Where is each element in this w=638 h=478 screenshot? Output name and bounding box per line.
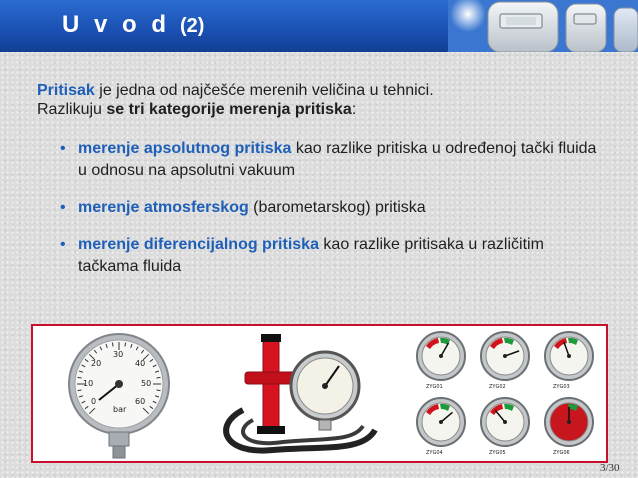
gauge-dial-number: 20 bbox=[91, 359, 102, 368]
intro-paragraph bbox=[37, 81, 617, 119]
intro-line-2-bold: se tri kategorije merenja pritiska bbox=[106, 101, 352, 118]
bullet-text: kao razlike pritiska u određenoj tački fluida u odnosu na apsolutni vakuum bbox=[78, 140, 597, 179]
page-number: 3/30 bbox=[600, 462, 620, 474]
bullet-icon: • bbox=[60, 199, 66, 216]
gauge-model-label: ZYG01 bbox=[426, 384, 443, 390]
gauge-tick bbox=[157, 390, 161, 391]
gauge-gallery bbox=[31, 324, 608, 463]
small-gauge-hub bbox=[503, 354, 507, 358]
bullet-list bbox=[60, 138, 600, 293]
intro-line-1 bbox=[37, 81, 617, 100]
header-meter-image bbox=[448, 0, 638, 52]
small-gauge-hub bbox=[439, 354, 443, 358]
bullet-term: merenje apsolutnog pritiska bbox=[78, 140, 292, 157]
gauge-dial-number: 40 bbox=[135, 359, 146, 368]
gauge-model-label: ZYG02 bbox=[489, 384, 506, 390]
gauge-dial-number: 50 bbox=[141, 379, 152, 388]
bullet-text: (barometarskog) pritiska bbox=[248, 199, 426, 216]
gauge-dial-number: 10 bbox=[83, 379, 94, 388]
gauge-model-label: ZYG05 bbox=[489, 450, 506, 456]
gauge-dial-number: 60 bbox=[135, 397, 146, 406]
gauge-set-photo bbox=[411, 330, 605, 460]
intro-line-2-start: Razlikuju bbox=[37, 101, 107, 118]
small-gauge-hub bbox=[567, 354, 571, 358]
bullet-text: kao razlike pritisaka u različitim tačkama fluida bbox=[78, 236, 544, 275]
gauge-tick bbox=[78, 390, 82, 391]
gauge-tick bbox=[125, 343, 126, 347]
gauge-model-label: ZYG04 bbox=[426, 450, 443, 456]
bullet-item-differential bbox=[60, 234, 600, 278]
bullet-term: merenje atmosferskog bbox=[78, 199, 249, 216]
small-gauge-hub bbox=[503, 420, 507, 424]
slide-title bbox=[62, 11, 204, 39]
bullet-term: merenje diferencijalnog pritiska bbox=[78, 236, 319, 253]
gauge-model-label: ZYG03 bbox=[553, 384, 570, 390]
bullet-icon: • bbox=[60, 140, 66, 157]
small-gauge-hub bbox=[439, 420, 443, 424]
intro-line-2-end: : bbox=[351, 101, 357, 118]
manifold-gauge-photo bbox=[213, 330, 383, 460]
small-gauge-hub bbox=[567, 420, 571, 424]
slide-title-suffix: (2) bbox=[180, 15, 205, 37]
slide-title-text: U v o d bbox=[62, 11, 171, 38]
intro-line-2 bbox=[37, 100, 617, 119]
bullet-item-absolute bbox=[60, 138, 600, 182]
gauge-tick bbox=[112, 343, 113, 347]
intro-line-1-rest: je jedna od najčešće merenih veličina u tehnici. bbox=[94, 82, 434, 99]
gauge-unit-label: bar bbox=[113, 405, 127, 414]
gauge-dial-number: 0 bbox=[91, 397, 97, 406]
gauge-tick bbox=[78, 377, 82, 378]
gauge-model-label: ZYG06 bbox=[553, 450, 570, 456]
bullet-icon: • bbox=[60, 236, 66, 253]
slide-header bbox=[0, 0, 638, 52]
gauge-dial-number: 30 bbox=[113, 350, 124, 359]
gauge-tick bbox=[157, 377, 161, 378]
pressure-gauge-photo bbox=[57, 330, 181, 460]
bullet-item-atmospheric bbox=[60, 197, 600, 219]
intro-term: Pritisak bbox=[37, 82, 95, 99]
